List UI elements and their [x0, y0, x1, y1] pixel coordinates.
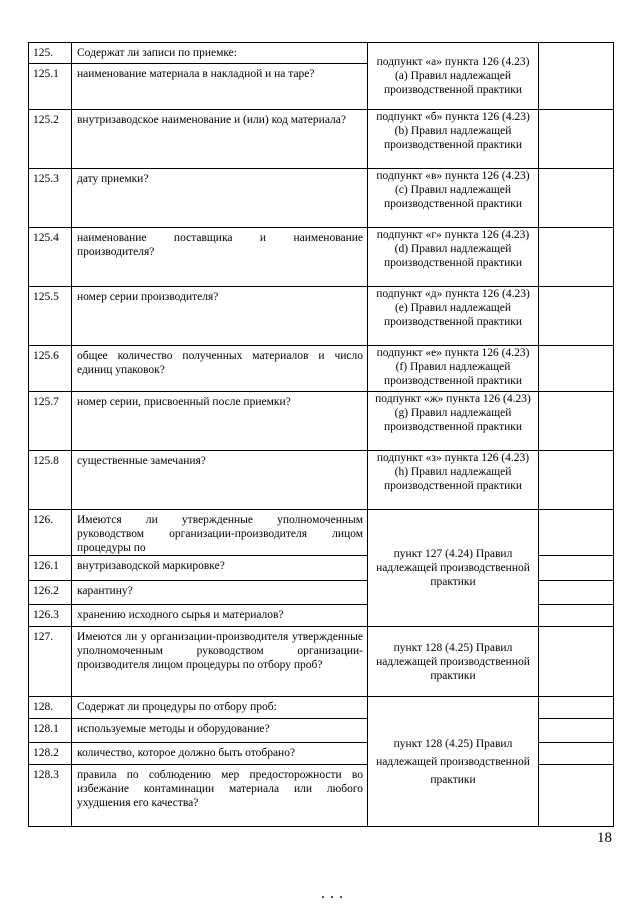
- page-number: 18: [597, 830, 612, 846]
- question-text: номер серии производителя?: [72, 287, 368, 346]
- row-number: 125.6: [29, 346, 72, 392]
- question-text: Имеются ли утвержденные уполномоченным руководством организации-производителя лицом процедуры по: [72, 510, 368, 556]
- row-number: 125.5: [29, 287, 72, 346]
- answer-cell: [539, 605, 614, 627]
- table-row: [29, 392, 614, 451]
- reference-cell: подпункт «в» пункта 126 (4.23) (c) Правил надлежащей производственной практики: [368, 169, 539, 228]
- table-row: [29, 287, 614, 346]
- row-number: 125.1: [29, 64, 72, 110]
- answer-cell: [539, 719, 614, 743]
- question-text: правила по соблюдению мер предосторожности во избежание контаминации материала или любого ухудшения его качества?: [72, 765, 368, 827]
- question-text: внутризаводское наименование и (или) код материала?: [72, 110, 368, 169]
- table-row: [29, 510, 614, 556]
- question-text: хранению исходного сырья и материалов?: [72, 605, 368, 627]
- answer-cell: [539, 581, 614, 605]
- answer-cell: [539, 392, 614, 451]
- question-text: Содержат ли процедуры по отбору проб:: [72, 697, 368, 719]
- answer-cell: [539, 765, 614, 827]
- answer-cell: [539, 451, 614, 510]
- question-text: Содержат ли записи по приемке:: [72, 43, 368, 64]
- table-row: [29, 43, 614, 64]
- reference-cell: пункт 128 (4.25) Правил надлежащей производственной практики: [368, 627, 539, 697]
- reference-cell: пункт 127 (4.24) Правил надлежащей производственной практики: [368, 510, 539, 627]
- scan-artifact: [340, 896, 342, 898]
- row-number: 126.1: [29, 556, 72, 581]
- answer-cell: [539, 346, 614, 392]
- row-number: 128.3: [29, 765, 72, 827]
- question-text: внутризаводской маркировке?: [72, 556, 368, 581]
- question-text: карантину?: [72, 581, 368, 605]
- row-number: 126.3: [29, 605, 72, 627]
- row-number: 127.: [29, 627, 72, 697]
- question-text: используемые методы и оборудование?: [72, 719, 368, 743]
- question-text: существенные замечания?: [72, 451, 368, 510]
- table-row: [29, 697, 614, 719]
- answer-cell: [539, 697, 614, 719]
- reference-cell: подпункт «д» пункта 126 (4.23) (e) Правил надлежащей производственной практики: [368, 287, 539, 346]
- answer-cell: [539, 556, 614, 581]
- table-row: [29, 346, 614, 392]
- reference-cell: пункт 128 (4.25) Правил надлежащей производственной практики: [368, 697, 539, 827]
- reference-cell: подпункт «г» пункта 126 (4.23) (d) Правил надлежащей производственной практики: [368, 228, 539, 287]
- scan-artifact: [331, 896, 333, 898]
- table-row: [29, 627, 614, 697]
- table-row: [29, 110, 614, 169]
- answer-cell: [539, 743, 614, 765]
- row-number: 126.2: [29, 581, 72, 605]
- question-text: количество, которое должно быть отобрано?: [72, 743, 368, 765]
- row-number: 125.3: [29, 169, 72, 228]
- answer-cell: [539, 287, 614, 346]
- reference-cell: подпункт «б» пункта 126 (4.23) (b) Правил надлежащей производственной практики: [368, 110, 539, 169]
- row-number: 126.: [29, 510, 72, 556]
- row-number: 125.: [29, 43, 72, 64]
- answer-cell: [539, 43, 614, 110]
- answer-cell: [539, 510, 614, 556]
- row-number: 128.1: [29, 719, 72, 743]
- scan-artifact: [322, 896, 324, 898]
- reference-cell: подпункт «е» пункта 126 (4.23) (f) Правил надлежащей производственной практики: [368, 346, 539, 392]
- row-number: 125.2: [29, 110, 72, 169]
- answer-cell: [539, 169, 614, 228]
- question-text: наименование материала в накладной и на таре?: [72, 64, 368, 110]
- row-number: 125.8: [29, 451, 72, 510]
- row-number: 128.2: [29, 743, 72, 765]
- answer-cell: [539, 228, 614, 287]
- row-number: 125.4: [29, 228, 72, 287]
- answer-cell: [539, 627, 614, 697]
- row-number: 128.: [29, 697, 72, 719]
- question-text: общее количество полученных материалов и число единиц упаковок?: [72, 346, 368, 392]
- checklist-table: [28, 42, 614, 827]
- table-row: [29, 169, 614, 228]
- reference-cell: подпункт «а» пункта 126 (4.23) (a) Правил надлежащей производственной практики: [368, 43, 539, 110]
- question-text: наименование поставщика и наименование производителя?: [72, 228, 368, 287]
- reference-cell: подпункт «ж» пункта 126 (4.23) (g) Правил надлежащей производственной практики: [368, 392, 539, 451]
- answer-cell: [539, 110, 614, 169]
- table-row: [29, 451, 614, 510]
- reference-cell: подпункт «з» пункта 126 (4.23) (h) Правил надлежащей производственной практики: [368, 451, 539, 510]
- row-number: 125.7: [29, 392, 72, 451]
- table-row: [29, 228, 614, 287]
- question-text: дату приемки?: [72, 169, 368, 228]
- question-text: номер серии, присвоенный после приемки?: [72, 392, 368, 451]
- question-text: Имеются ли у организации-производителя утвержденные уполномоченным руководством организации-производителя лицом процедуры по отбору проб?: [72, 627, 368, 697]
